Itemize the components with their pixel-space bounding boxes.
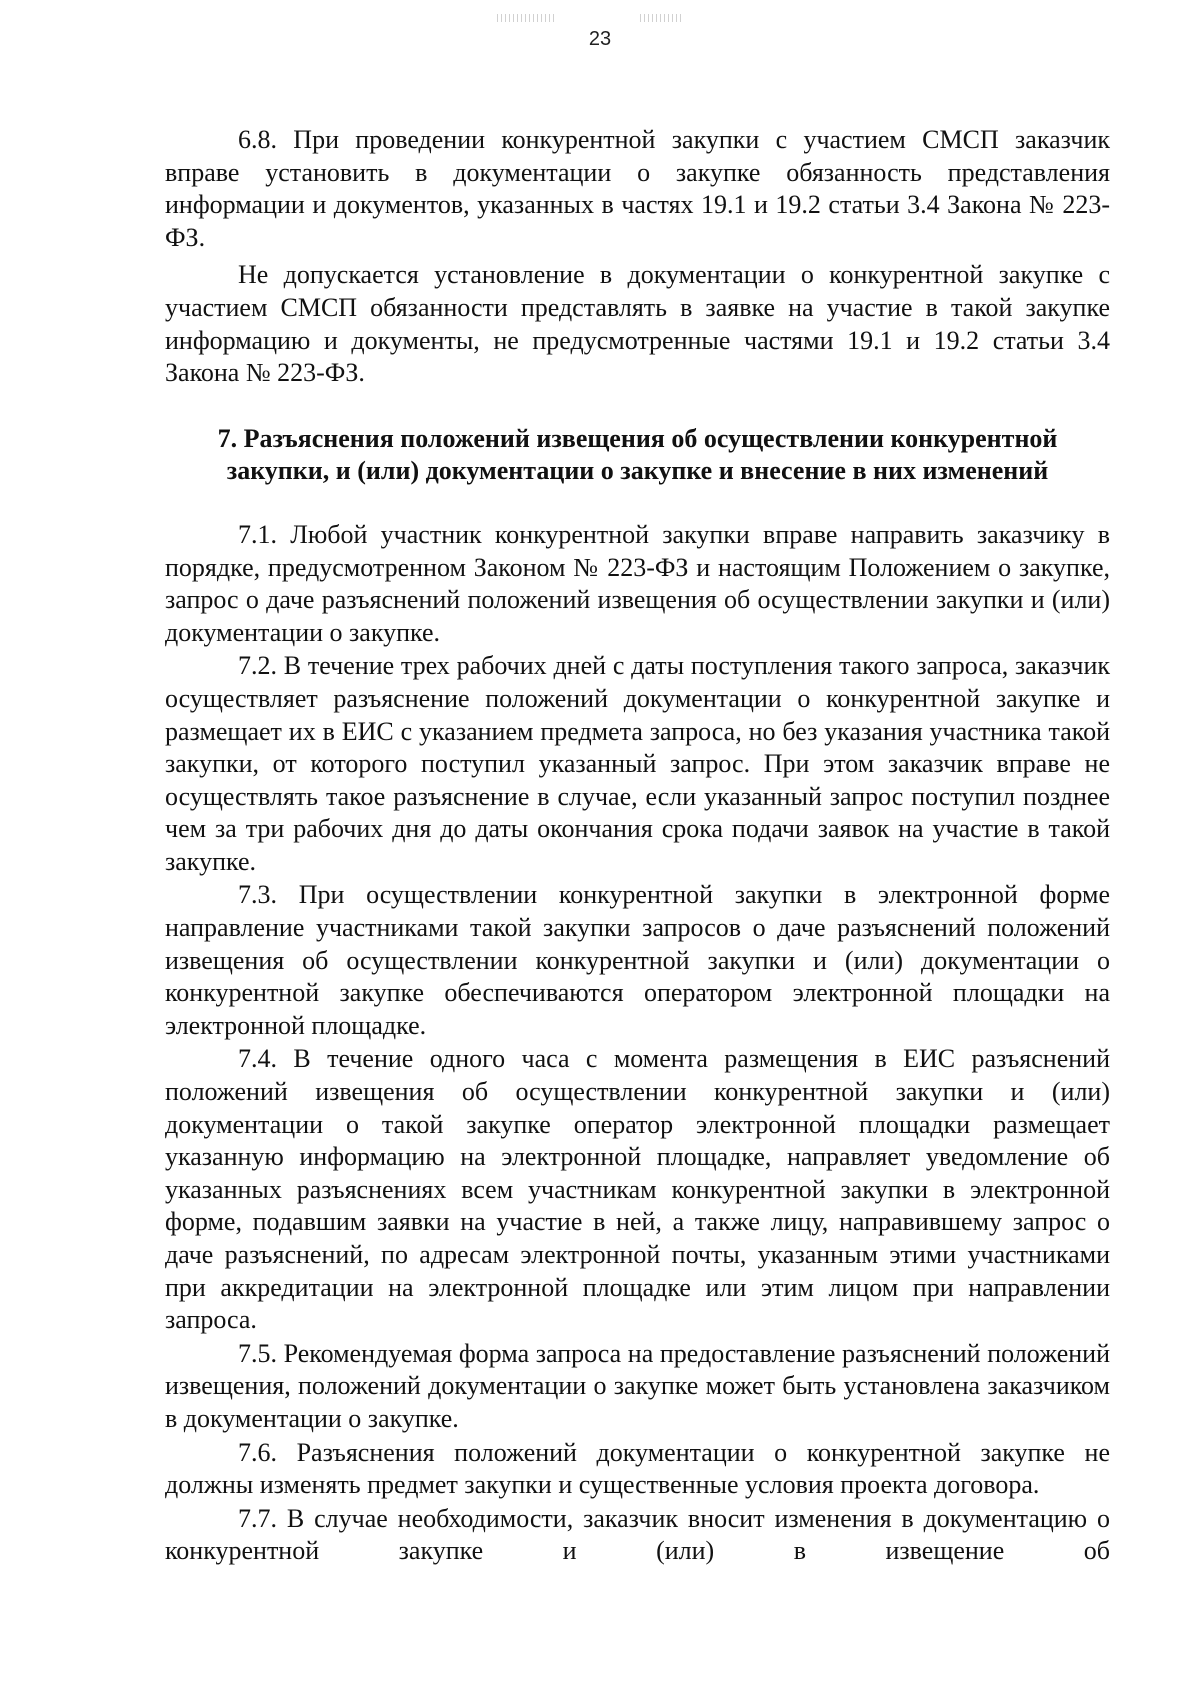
paragraph-6-8-continued: Не допускается установление в документации о конкурентной закупке с участием СМСП обязанности представлять в заявке на участие в такой закупке информацию и документы, не предусмотренные частями 19.1 и 19.2 статьи 3.4 Закона № 223-ФЗ. — [165, 260, 1110, 388]
paragraph-7-1: 7.1. Любой участник конкурентной закупки вправе направить заказчику в порядке, предусмотренном Законом № 223-ФЗ и настоящим Положением о закупке, запрос о даче разъяснений положений извещения об осуществлении закупки и (или) документации о закупке. — [165, 519, 1110, 647]
paragraph-7-2: 7.2. В течение трех рабочих дней с даты поступления такого запроса, заказчик осуществляет разъяснение положений документации о конкурентной закупке и размещает их в ЕИС с указанием предмета запроса, но без указания участника такой закупки, от которого поступил указанный запрос. При этом заказчик вправе не осуществлять такое разъяснение в случае, если указанный запрос поступил позднее чем за три рабочих дня до даты окончания срока подачи заявок на участие в такой закупке. — [165, 651, 1110, 876]
paragraph-7-5: 7.5. Рекомендуемая форма запроса на предоставление разъяснений положений извещения, положений документации о закупке может быть установлена заказчиком в документации о закупке. — [165, 1338, 1110, 1433]
document-body — [165, 124, 1110, 1568]
paragraph-7-4: 7.4. В течение одного часа с момента размещения в ЕИС разъяснений положений извещения об осуществлении конкурентной закупки и (или) документации о такой закупке оператор электронной площадки размещает указанную информацию на электронной площадке, направляет уведомление об указанных разъяснениях всем участникам конкурентной закупки в электронной форме, подавшим заявки на участие в ней, а также лицу, направившему запрос о даче разъяснений, по адресам электронной почты, указанным этими участниками при аккредитации на электронной площадке или этим лицом при направлении запроса. — [165, 1044, 1110, 1335]
scan-artifact — [640, 14, 684, 22]
paragraph-7-3: 7.3. При осуществлении конкурентной закупки в электронной форме направление участниками такой закупки запросов о даче разъяснений положений извещения об осуществлении конкурентной закупки и (или) документации о конкурентной закупке обеспечиваются оператором электронной площадки на электронной площадке. — [165, 880, 1110, 1040]
page-number: 23 — [588, 28, 612, 50]
paragraph-7-6: 7.6. Разъяснения положений документации о конкурентной закупке не должны изменять предмет закупки и существенные условия проекта договора. — [165, 1437, 1110, 1500]
scan-artifact — [497, 14, 555, 22]
paragraph-6-8: 6.8. При проведении конкурентной закупки с участием СМСП заказчик вправе установить в документации о закупке обязанность представления информации и документов, указанных в частях 19.1 и 19.2 статьи 3.4 Закона № 223-ФЗ. — [165, 125, 1110, 252]
paragraph-7-7: 7.7. В случае необходимости, заказчик вносит изменения в документацию о конкурентной закупке и (или) в извещение об — [165, 1503, 1110, 1566]
section-heading: 7. Разъяснения положений извещения об осуществлении конкурентной закупки, и (или) документации о закупке и внесение в них изменений — [217, 423, 1058, 486]
